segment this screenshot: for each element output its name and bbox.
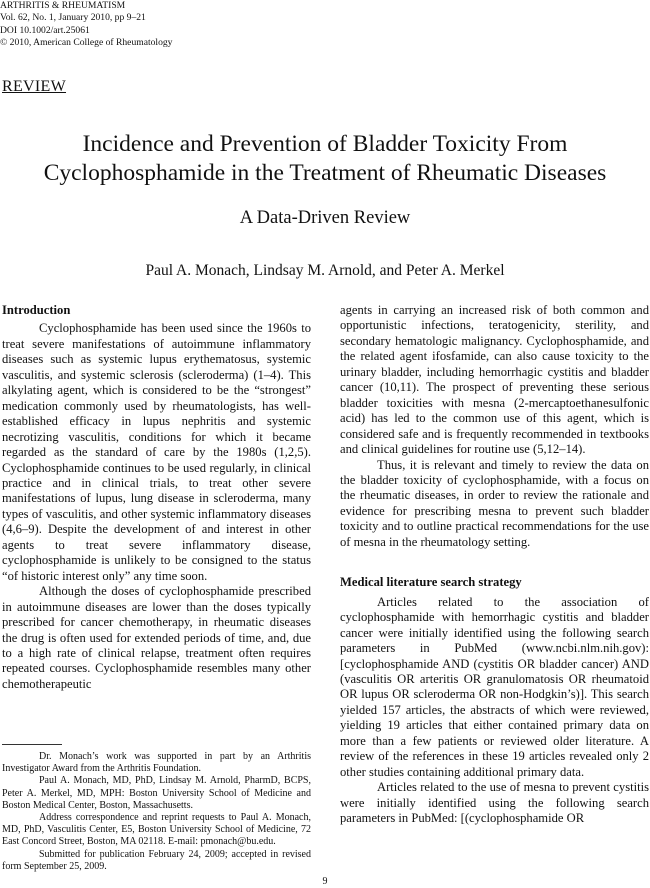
- journal-name: ARTHRITIS & RHEUMATISM: [0, 0, 126, 11]
- footnote-correspondence: Address correspondence and reprint requests to Paul A. Monach, MD, PhD, Vasculitis Center, E5, Boston University School of Medicine, 72 East Concord Street, Boston, MA 02118. E-mail: pmonach@bu.edu.: [2, 812, 311, 848]
- search-strategy-heading: Medical literature search strategy: [340, 575, 522, 590]
- footnote-divider: [2, 744, 62, 745]
- footnote-submission: Submitted for publication February 24, 2009; accepted in revised form September 25, 2009.: [2, 848, 311, 872]
- body-paragraph-rationale: Thus, it is relevant and timely to review the data on the bladder toxicity of cyclophosphamide, with a focus on the rheumatic diseases, in order to review the rationale and evidence for prescribing mesna to prevent such bladder toxicity and to outline practical recommendations for the use of mesna in the rheumatology setting.: [340, 457, 649, 549]
- introduction-paragraph-2: Although the doses of cyclophosphamide prescribed in autoimmune diseases are lower than the doses typically prescribed for cancer chemotherapy, in rheumatic diseases the drug is often used for extended periods of time, and, due to a high rate of clinical relapse, treatment often requires repeated courses. Cyclophosphamide resembles many other chemotherapeutic: [2, 584, 311, 691]
- journal-doi: DOI 10.1002/art.25061: [0, 24, 90, 36]
- search-paragraph-1: Articles related to the association of cyclophosphamide with hemorrhagic cystitis and bladder cancer were initially identified using the following search parameters in PubMed (www.ncbi.nlm.nih.gov): [cyclophosphamide AND (cystitis OR bladder cancer) AND (vasculitis OR arteritis OR granulomatosis OR rheumatoid OR lupus OR scleroderma OR non-Hodgkin’s)]. This search yielded 157 articles, the abstracts of which were reviewed, yielding 19 articles that either contained primary data on more than a few patients or reviewed older literature. A review of the references in these 19 articles revealed only 2 other studies containing additional primary data.: [340, 594, 649, 779]
- footnote-affiliations: Paul A. Monach, MD, PhD, Lindsay M. Arnold, PharmD, BCPS, Peter A. Merkel, MD, MPH: Boston University School of Medicine and Boston Medical Center, Boston, Massachusetts.: [2, 775, 311, 811]
- article-title: [0, 130, 650, 188]
- journal-issue: Vol. 62, No. 1, January 2010, pp 9–21: [0, 12, 146, 24]
- right-column: [340, 303, 649, 827]
- article-title-line-1: Incidence and Prevention of Bladder Toxicity From: [82, 131, 568, 157]
- section-label: REVIEW: [2, 78, 67, 95]
- article-title-line-2: Cyclophosphamide in the Treatment of Rheumatic Diseases: [43, 160, 607, 186]
- search-paragraph-2: Articles related to the use of mesna to prevent cystitis were initially identified using the following search parameters in PubMed: [(cyclophosphamide OR: [340, 780, 649, 826]
- introduction-heading: Introduction: [2, 303, 71, 317]
- body-paragraph-continued: agents in carrying an increased risk of both common and opportunistic infections, teratogenicity, sterility, and secondary hematologic malignancy. Cyclophosphamide, and the related agent ifosfamide, can also cause toxicity to the urinary bladder, including hemorrhagic cystitis and bladder cancer (10,11). The prospect of preventing these serious bladder toxicities with mesna (2-mercaptoethanesulfonic acid) has led to the common use of this agent, which is considered safe and is frequently recommended in textbooks and clinical guidelines for routine use (5,12–14).: [340, 303, 649, 457]
- footnote-funding: Dr. Monach’s work was supported in part by an Arthritis Investigator Award from the Arthritis Foundation.: [2, 751, 311, 775]
- author-list: Paul A. Monach, Lindsay M. Arnold, and Peter A. Merkel: [145, 262, 505, 279]
- article-subtitle: A Data-Driven Review: [239, 208, 411, 228]
- journal-copyright: © 2010, American College of Rheumatology: [0, 37, 173, 49]
- introduction-paragraph-1: Cyclophosphamide has been used since the 1960s to treat severe manifestations of autoimmune inflammatory diseases such as systemic lupus erythematosus, systemic vasculitis, and systemic sclerosis (scleroderma) (1–4). This alkylating agent, which is considered to be the “strongest” medication commonly used by rheumatologists, has well-established efficacy in lupus nephritis and systemic necrotizing vasculitis, conditions for which it became regarded as the standard of care by the 1980s (1,2,5). Cyclophosphamide continues to be used regularly, in clinical practice and in clinical trials, to treat other severe manifestations of lupus, lung disease in scleroderma, many types of vasculitis, and other systemic inflammatory diseases (4,6–9). Despite the development of and interest in other agents to treat severe inflammatory disease, cyclophosphamide is unlikely to be consigned to the status “of historic interest only” any time soon.: [2, 321, 311, 583]
- footnotes: [2, 751, 311, 873]
- journal-header: [0, 0, 172, 50]
- left-column: [2, 303, 311, 692]
- page-number: 9: [322, 876, 328, 887]
